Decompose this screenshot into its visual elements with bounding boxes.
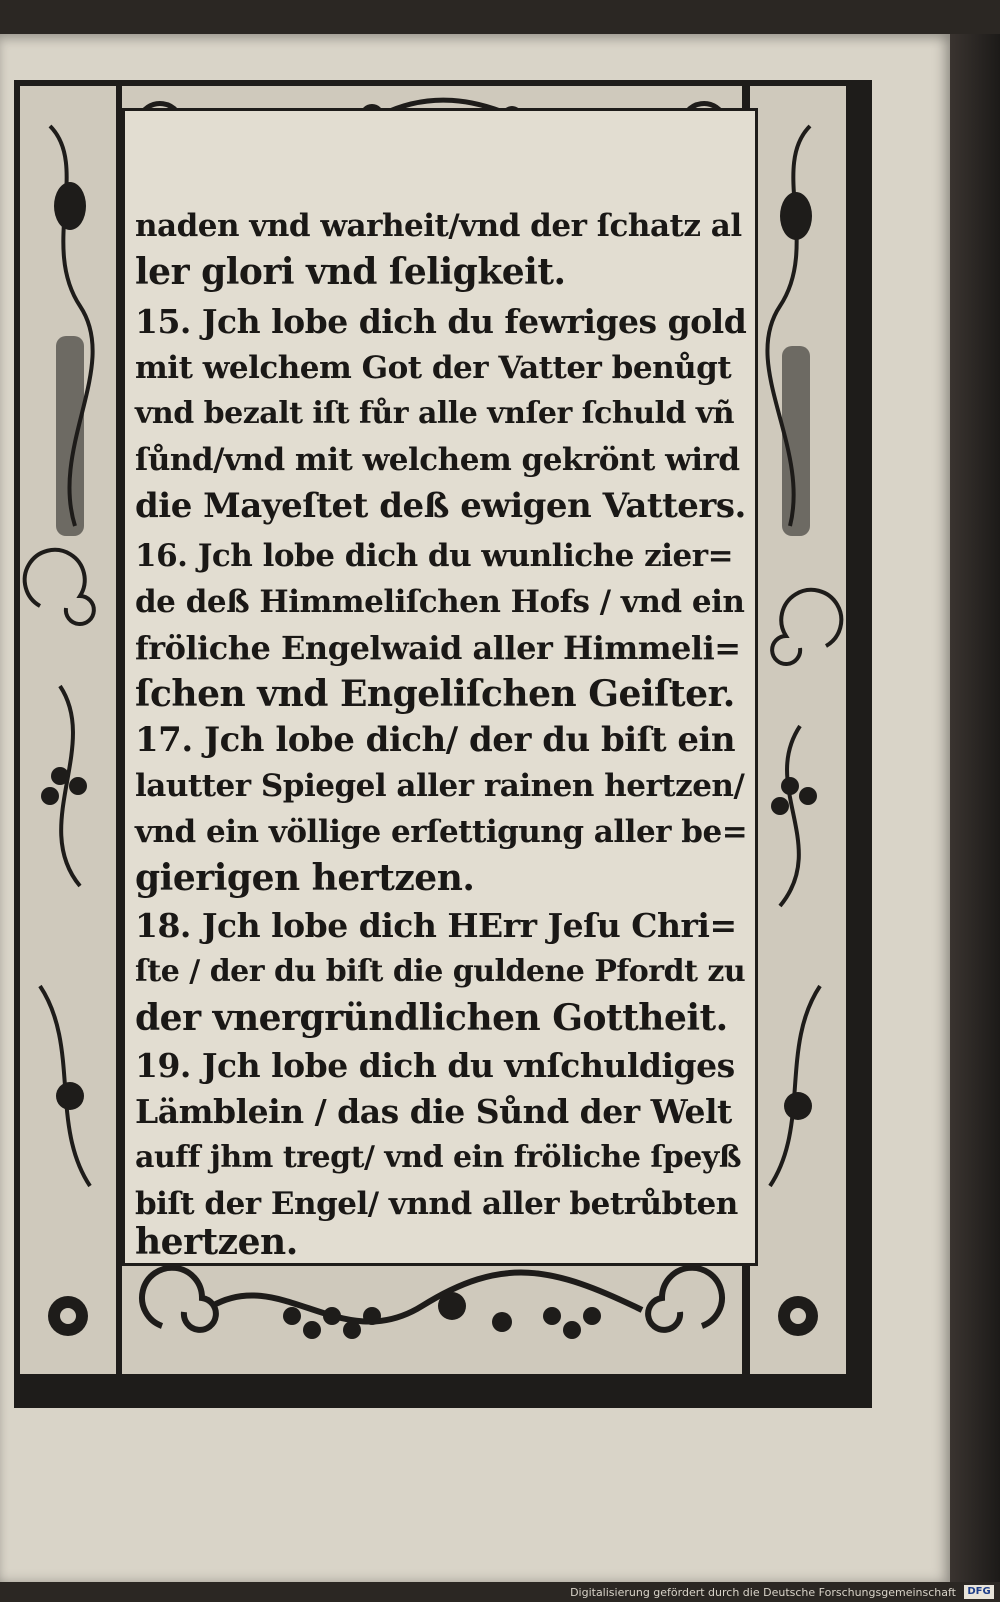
text-line: ſůnd/vnd mit welchem gekrönt wird xyxy=(135,442,740,478)
text-line: mit welchem Got der Vatter benůgt xyxy=(135,350,732,386)
text-line: 17. Jch lobe dich/ der du biſt ein xyxy=(135,720,736,760)
text-line: vnd ein völlige erſettigung aller be= xyxy=(135,814,748,850)
text-line: ſchen vnd Engeliſchen Geiſter. xyxy=(135,673,735,715)
text-line: gierigen hertzen. xyxy=(135,857,475,899)
text-line: biſt der Engel/ vnnd aller betrůbten xyxy=(135,1186,738,1222)
digitization-footer xyxy=(0,1582,1000,1602)
right-ornament-column xyxy=(750,86,846,1374)
text-line: ler glori vnd ſeligkeit. xyxy=(135,251,566,293)
footer-credit: Digitalisierung gefördert durch die Deutsche Forschungsgemeinschaft xyxy=(570,1586,956,1599)
text-line: auff jhm tregt/ vnd ein fröliche ſpeyß xyxy=(135,1140,742,1175)
text-panel xyxy=(122,108,758,1266)
text-line: 16. Jch lobe dich du wunliche zier= xyxy=(135,538,734,574)
text-line: Lämblein / das die Sůnd der Welt xyxy=(135,1092,732,1131)
text-line: naden vnd warheit/vnd der ſchatz al xyxy=(135,208,742,244)
text-line: die Mayeſtet deß ewigen Vatters. xyxy=(135,486,746,526)
text-line: 18. Jch lobe dich HErr Jeſu Chri= xyxy=(135,906,737,945)
left-ornament-column xyxy=(20,86,116,1374)
text-line: lautter Spiegel aller rainen hertzen/ xyxy=(135,768,745,804)
page-edge xyxy=(950,34,1000,1582)
text-line: ſte / der du biſt die guldene Pfordt zu xyxy=(135,954,746,989)
text-line: hertzen. xyxy=(135,1221,298,1263)
text-line: vnd bezalt iſt fůr alle vnſer ſchuld vñ xyxy=(135,396,735,431)
text-line: de deß Himmeliſchen Hofs / vnd ein xyxy=(135,584,745,620)
text-line: der vnergründlichen Gottheit. xyxy=(135,997,728,1039)
text-line: fröliche Engelwaid aller Himmeli= xyxy=(135,629,741,667)
text-line: 15. Jch lobe dich du fewriges gold xyxy=(135,302,747,341)
text-line: 19. Jch lobe dich du vnſchuldiges xyxy=(135,1046,735,1085)
dfg-logo-icon: DFG xyxy=(964,1585,994,1599)
